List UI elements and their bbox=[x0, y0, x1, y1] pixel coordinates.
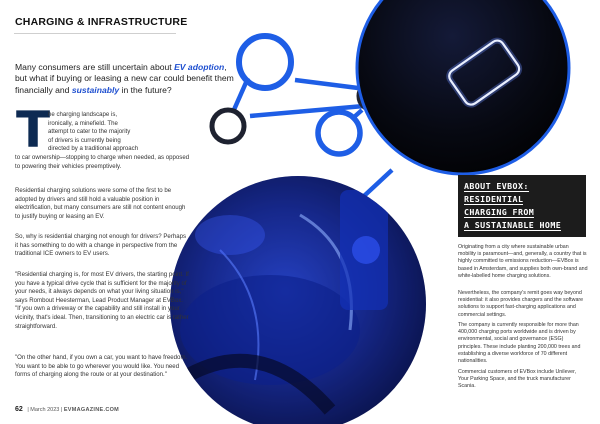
website: EVMAGAZINE.COM bbox=[63, 407, 120, 413]
ev-charger-photo bbox=[170, 176, 426, 424]
article-paragraph: Residential charging solutions were some of the first to be adopted by drivers and still hold a valuable position in electrification, but many consumers are still not content enough to justify buying or leasing an EV. bbox=[15, 187, 186, 220]
drop-cap: T bbox=[16, 101, 51, 159]
sidebar-paragraph: The company is currently responsible for more than 400,000 charging ports worldwide and is driven by environmental, social and governance (ESG) principles. These include planting 200,000 trees and establishing a diverse workforce of 70 different nationalities. bbox=[458, 322, 581, 365]
highlight-sustainably: sustainably bbox=[71, 84, 120, 95]
network-node-blue bbox=[318, 112, 360, 154]
network-node-blue bbox=[239, 36, 291, 88]
network-line bbox=[364, 170, 392, 196]
issue-date: | March 2023 | bbox=[27, 407, 63, 413]
article-paragraph: "Residential charging is, for most EV drivers, the starting point. If you have a typical drive cycle that is sufficient for the majority of your needs, it always depends on what your living situation is," says Rombout Heesterman, Lead Product Manager at EVBox. "If you own a driveway or the capability and still install in your vicinity, that's ideal. Then, transitioning to an electric car is rather straightforward. bbox=[15, 271, 189, 330]
network-line bbox=[295, 80, 358, 88]
article-first-paragraph: he charging landscape is, ironically, a minefield. The attempt to cater to the majority of drivers is currently being directed by a traditional approach to car ownership—stopping to charge when needed, as opposed to powering their vehicles preemptively. bbox=[15, 111, 190, 170]
sidebar-paragraph: Nevertheless, the company's remit goes way beyond residential: it also provides chargers and the software solutions to support fast-charging applications and commercial settings. bbox=[458, 290, 584, 318]
network-node-dark bbox=[212, 110, 244, 142]
page-footer bbox=[15, 406, 119, 413]
charger-glow-image bbox=[357, 0, 569, 174]
article-paragraph: "On the other hand, if you own a car, you want to have freedom. You want to be able to go wherever you would like. You need forms of charging along the route or at your destination." bbox=[15, 354, 188, 379]
highlight-ev-adoption: EV adoption bbox=[174, 62, 225, 72]
article-paragraph: So, why is residential charging not enough for drivers? Perhaps it has something to do with a change in perspective from the traditional ICE owners to EV users. bbox=[15, 233, 187, 258]
page-number: 62 bbox=[15, 406, 23, 413]
sidebar-title: ABOUT EVBOX: RESIDENTIAL CHARGING FROM A SUSTAINABLE HOME bbox=[464, 181, 562, 230]
intro-paragraph: Many consumers are still uncertain about EV adoption, but what if buying or leasing a new car could benefit them financially and sustainably in the future? bbox=[15, 62, 234, 95]
sidebar-paragraph: Commercial customers of EVBox include Unilever, Your Parking Space, and the truck manufacturer Scania. bbox=[458, 369, 577, 390]
sidebar-paragraph: Originating from a city where sustainable urban mobility is paramount—and, generally, a country that is highly committed to emissions reduction—EVBox is based in Amsterdam, and supplies both own-brand and white-labelled home charging solutions. bbox=[458, 244, 588, 279]
section-title: CHARGING & INFRASTRUCTURE bbox=[15, 16, 188, 28]
